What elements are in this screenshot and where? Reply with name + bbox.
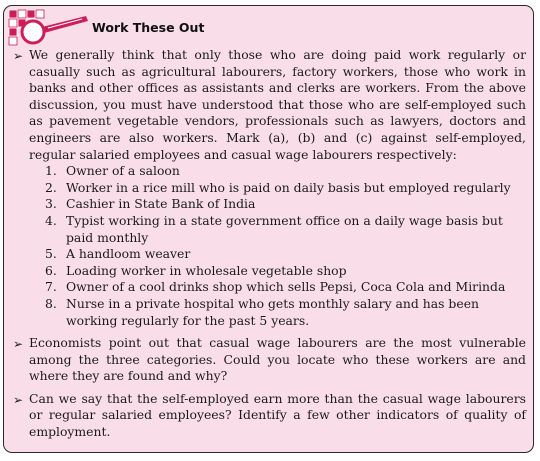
arrow-bullet-icon: ➢ xyxy=(13,392,24,407)
box-title: Work These Out xyxy=(92,20,205,35)
worker-list xyxy=(29,163,526,329)
arrow-bullet-icon: ➢ xyxy=(13,49,24,63)
list-item: 5. A handloom weaver xyxy=(45,246,191,262)
list-item: 6. Loading worker in wholesale vegetable shop xyxy=(45,262,347,278)
question-list xyxy=(13,47,526,441)
question-text: Can we say that the self-employed earn more than the casual wage labourers or regular salaried employees? Identify a few other indicators of quality of employment. xyxy=(29,390,526,440)
list-item: 7. Owner of a cool drinks shop which sells Pepsi, Coca Cola and Mirinda xyxy=(45,279,506,295)
list-item: 8. Nurse in a private hospital who gets monthly salary and has been working regularly for the past 5 years. xyxy=(45,295,480,328)
list-item: 1. Owner of a saloon xyxy=(45,163,180,179)
question-1 xyxy=(13,47,526,329)
work-these-out-box xyxy=(3,5,534,453)
question-3 xyxy=(13,391,526,441)
question-2 xyxy=(13,335,526,385)
question-text: Economists point out that casual wage labourers are the most vulnerable among the three categories. Could you locate who these workers are and where they are found and why? xyxy=(29,335,526,384)
arrow-bullet-icon: ➢ xyxy=(13,337,24,352)
list-item: 4. Typist working in a state government office on a daily wage basis but paid monthly xyxy=(45,212,503,245)
question-text: We generally think that only those who are doing paid work regularly or casually such as agricultural labourers, factory workers, those who work in banks and other offices as assistants and clerks are workers. From the above discussion, you must have understood that those who are self-employed such as pavement vegetable vendors, professionals such as lawyers, doctors and engineers are also workers. Mark (a), (b) and (c) against self-employed, regular salaried employees and casual wage labourers respectively: xyxy=(29,47,526,162)
list-item: 3. Cashier in State Bank of India xyxy=(45,196,256,212)
magnifier-grid-icon xyxy=(6,8,92,48)
list-item: 2. Worker in a rice mill who is paid on daily basis but employed regularly xyxy=(45,179,511,195)
